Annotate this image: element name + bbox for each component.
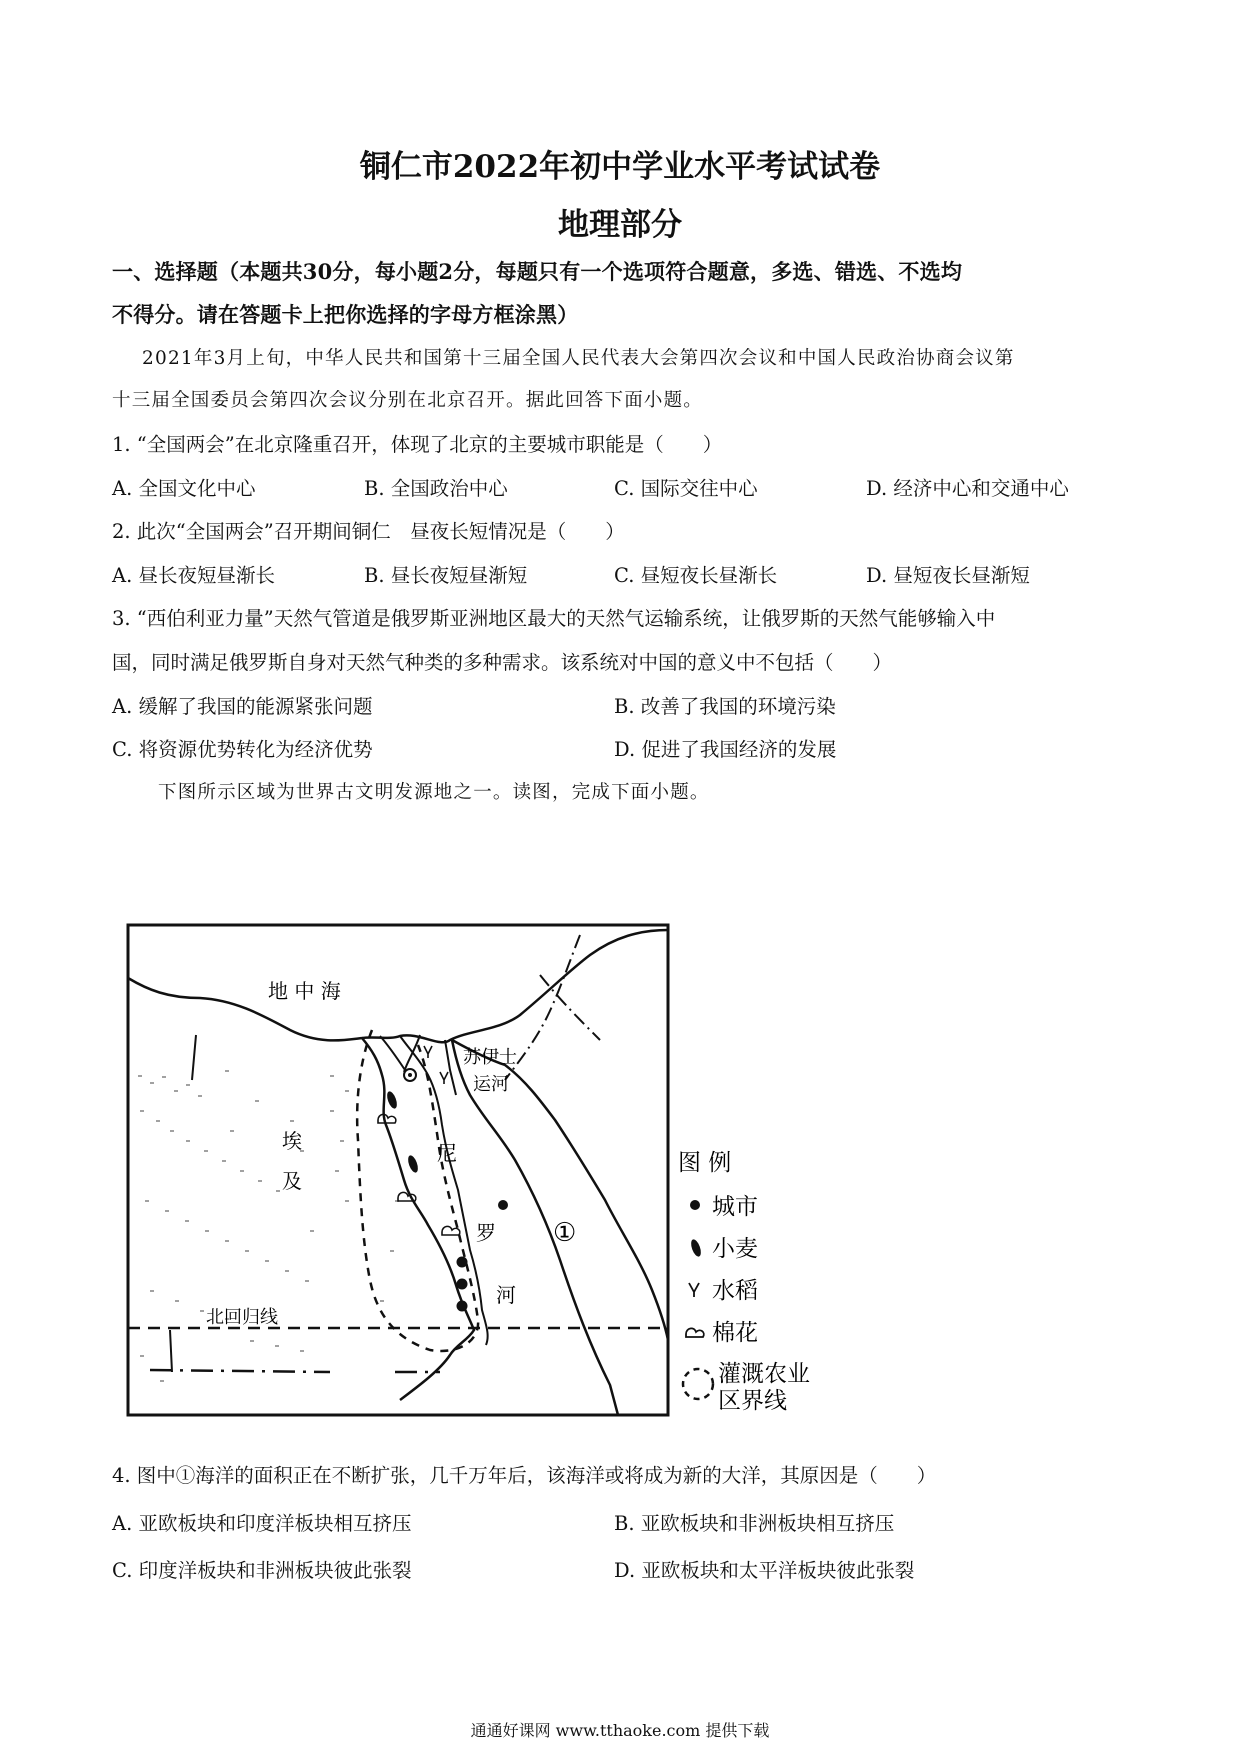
question-3-option-b: B. 改善了我国的环境污染: [614, 695, 836, 718]
label-sea-marker: ①: [553, 1218, 577, 1248]
legend-label-wheat: 小麦: [712, 1236, 758, 1262]
mediterranean-coastline: [128, 930, 668, 1042]
legend-dashed-circle: [683, 1369, 713, 1399]
intro-paragraph-line2: 十三届全国委员会第四次会议分别在北京召开。据此回答下面小题。: [112, 390, 704, 411]
question-4-option-b: B. 亚欧板块和非洲板块相互挤压: [614, 1512, 895, 1535]
wheat-icons: [385, 1090, 420, 1174]
question-1-stem: 1. “全国两会”在北京隆重召开，体现了北京的主要城市职能是（ ）: [112, 433, 723, 456]
question-1-option-a: A. 全国文化中心: [112, 477, 256, 500]
label-tropic: 北回归线: [206, 1307, 278, 1328]
label-nile-2: 罗: [476, 1221, 496, 1245]
legend-cotton-icon: [686, 1328, 704, 1337]
question-3-option-c: C. 将资源优势转化为经济优势: [112, 738, 373, 761]
map-intro-text: 下图所示区域为世界古文明发源地之一。读图，完成下面小题。: [158, 782, 710, 803]
footer-watermark: 通通好课网 www.tthaoke.com 提供下载: [470, 1721, 770, 1740]
label-suez-1: 苏伊士: [463, 1047, 517, 1068]
question-4-option-a: A. 亚欧板块和印度洋板块相互挤压: [112, 1512, 412, 1535]
question-2-option-a: A. 昼长夜短昼渐长: [112, 564, 275, 587]
question-3-option-a: A. 缓解了我国的能源紧张问题: [112, 695, 373, 718]
label-mediterranean: 地 中 海: [268, 979, 341, 1003]
southern-border: [150, 1370, 440, 1372]
question-1-option-c: C. 国际交往中心: [614, 477, 758, 500]
legend-label-city: 城市: [712, 1194, 758, 1220]
legend-rice-icon: [689, 1283, 699, 1297]
question-2-stem: 2. 此次“全国两会”召开期间铜仁 昼夜长短情况是（ ）: [112, 520, 625, 543]
western-border-marks: [170, 1035, 196, 1372]
question-4-option-c: C. 印度洋板块和非洲板块彼此张裂: [112, 1559, 412, 1582]
label-suez-2: 运河: [473, 1074, 509, 1095]
page-title: 铜仁市2022年初中学业水平考试试卷: [359, 149, 881, 185]
question-4-option-d: D. 亚欧板块和太平洋板块彼此张裂: [614, 1559, 915, 1582]
question-1-option-b: B. 全国政治中心: [364, 477, 508, 500]
question-2-option-b: B. 昼长夜短昼渐短: [364, 564, 528, 587]
label-egypt-2: 及: [282, 1169, 302, 1193]
legend-label-cotton: 棉花: [712, 1320, 758, 1346]
cotton-icons: [378, 1114, 460, 1235]
desert-stipple: [138, 1070, 399, 1382]
legend-title: 图 例: [678, 1150, 732, 1176]
legend-label-rice: 水稻: [712, 1278, 758, 1304]
intro-paragraph-line1: 2021年3月上旬，中华人民共和国第十三届全国人民代表大会第四次会议和中国人民政治协商会议第: [142, 348, 1015, 369]
question-1-option-d: D. 经济中心和交通中心: [866, 477, 1069, 500]
legend-label-irrigation-1: 灌溉农业: [718, 1361, 810, 1387]
question-3-stem-line2: 国，同时满足俄罗斯自身对天然气种类的多种需求。该系统对中国的意义中不包括（ ）: [112, 651, 893, 674]
legend-city-dot: [690, 1200, 700, 1210]
question-3-option-d: D. 促进了我国经济的发展: [614, 738, 837, 761]
legend-wheat-icon: [689, 1238, 703, 1258]
page-subtitle: 地理部分: [558, 207, 682, 243]
section-heading-line1: 一、选择题（本题共30分，每小题2分，每题只有一个选项符合题意，多选、错选、不选均: [112, 259, 963, 284]
question-4-stem: 4. 图中①海洋的面积正在不断扩张，几千万年后，该海洋或将成为新的大洋，其原因是（ ）: [112, 1464, 937, 1487]
question-3-stem-line1: 3. “西伯利亚力量”天然气管道是俄罗斯亚洲地区最大的天然气运输系统，让俄罗斯的天然气能够输入中: [112, 607, 996, 630]
city-markers: [404, 1069, 508, 1312]
question-2-option-d: D. 昼短夜长昼渐短: [866, 564, 1030, 587]
label-egypt-1: 埃: [282, 1129, 302, 1153]
section-heading-line2: 不得分。请在答题卡上把你选择的字母方框涂黑）: [112, 302, 579, 327]
label-nile-1: 尼: [437, 1141, 457, 1165]
label-nile-3: 河: [496, 1283, 516, 1307]
legend-label-irrigation-2: 区界线: [718, 1388, 787, 1414]
question-2-option-c: C. 昼短夜长昼渐长: [614, 564, 778, 587]
